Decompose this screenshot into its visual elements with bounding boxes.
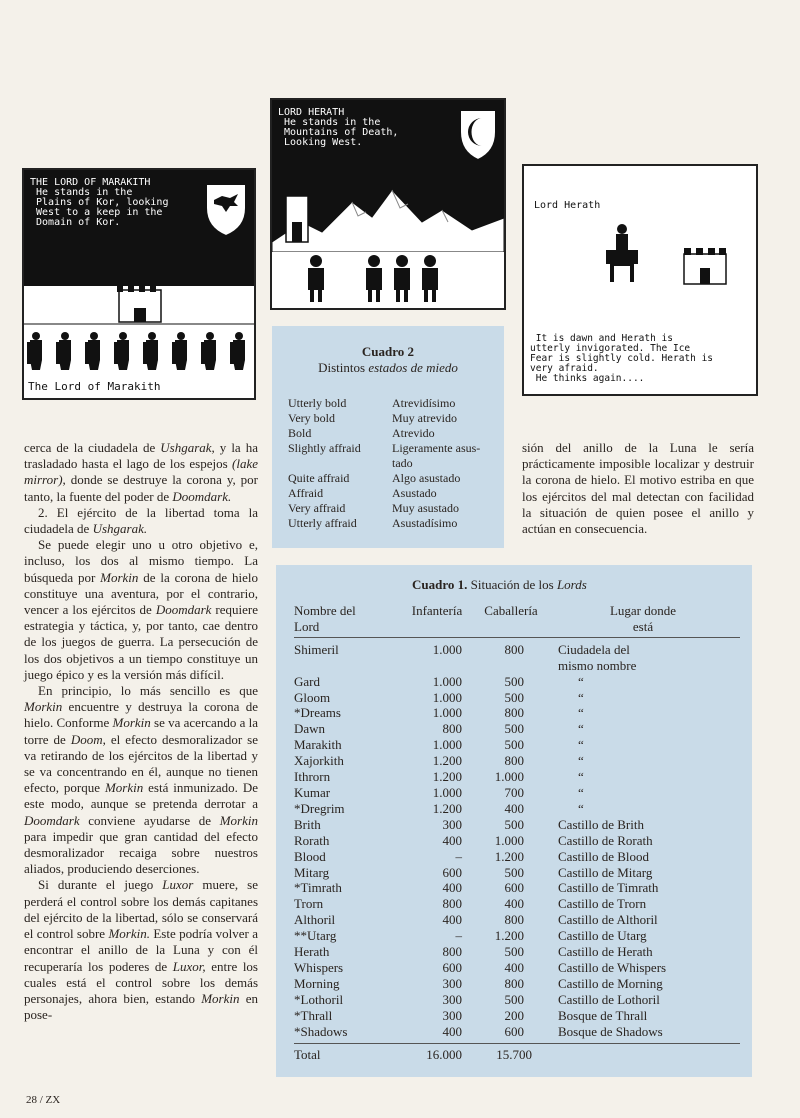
table-row bbox=[294, 960, 740, 976]
infanteria-value: 1.000 bbox=[432, 784, 462, 800]
lord-name: Dawn bbox=[294, 721, 326, 737]
table-row bbox=[294, 637, 740, 673]
caballeria-value: 400 bbox=[504, 959, 524, 975]
table-row bbox=[294, 785, 740, 801]
screen-text bbox=[30, 178, 168, 228]
table-row bbox=[294, 753, 740, 769]
table-row bbox=[294, 896, 740, 912]
moon-shield-icon bbox=[458, 108, 498, 162]
screen-text-line: It is dawn and Herath is bbox=[530, 333, 673, 344]
table-row bbox=[294, 976, 740, 992]
right-column-text: sión del anillo de la Luna le sería prácticamente imposible localizar y destruir la corona de hielo. El motivo estriba en que los ejércitos del mal detectan con facilidad la situación de quien posee el anillo y actúan en consecuencia. bbox=[522, 440, 754, 537]
caballeria-value: 600 bbox=[504, 1023, 524, 1039]
caballeria-value: 800 bbox=[504, 753, 524, 769]
infanteria-value: 800 bbox=[442, 721, 462, 737]
fear-state-english: Affraid bbox=[288, 486, 324, 500]
fear-state-english: Utterly bold bbox=[288, 396, 347, 410]
total-divider bbox=[294, 1043, 740, 1044]
total-caballeria: 15.700 bbox=[496, 1047, 532, 1062]
lugar-value: Castillo de Blood bbox=[558, 848, 649, 864]
fear-state-row bbox=[288, 396, 498, 411]
tower-icon bbox=[286, 196, 308, 242]
infanteria-value: 1.000 bbox=[432, 641, 462, 657]
screen-text-line: Mountains of Death, bbox=[278, 127, 399, 138]
keep-icon bbox=[682, 246, 728, 286]
caballeria-value: 500 bbox=[504, 673, 524, 689]
caballeria-value: 500 bbox=[504, 991, 524, 1007]
table-row bbox=[294, 817, 740, 833]
table-header-row bbox=[294, 603, 740, 637]
plains-scene bbox=[24, 268, 254, 380]
fear-state-spanish: Algo asustado bbox=[392, 471, 461, 485]
table-row bbox=[294, 690, 740, 706]
infanteria-value: 600 bbox=[442, 959, 462, 975]
left-column-text bbox=[24, 440, 258, 1023]
lord-name: Gloom bbox=[294, 689, 331, 705]
table-row bbox=[294, 801, 740, 817]
lord-name: Blood bbox=[294, 848, 326, 864]
infanteria-value: 300 bbox=[442, 816, 462, 832]
lugar-value: “ bbox=[578, 721, 584, 737]
mountain-scene bbox=[272, 182, 504, 308]
infanteria-value: 300 bbox=[442, 1007, 462, 1023]
table-row bbox=[294, 944, 740, 960]
caballeria-value: 400 bbox=[504, 896, 524, 912]
lord-name: Althoril bbox=[294, 912, 336, 928]
lord-name: *Timrath bbox=[294, 880, 342, 896]
header-nombre: Nombre del Lord bbox=[294, 603, 356, 634]
screen-text bbox=[278, 108, 398, 148]
fear-state-english: Bold bbox=[288, 426, 312, 440]
infanteria-value: 600 bbox=[442, 864, 462, 880]
caballeria-value: 500 bbox=[504, 816, 524, 832]
table-row bbox=[294, 1024, 740, 1040]
fear-state-english: Quite affraid bbox=[288, 471, 350, 485]
fear-state-spanish: Atrevidísimo bbox=[392, 396, 456, 410]
lord-name: *Lothoril bbox=[294, 991, 344, 1007]
lugar-value: “ bbox=[578, 737, 584, 753]
cuadro-1-box bbox=[276, 565, 752, 1077]
fear-state-english: Very bold bbox=[288, 411, 335, 425]
infanteria-value: – bbox=[455, 928, 462, 944]
body-paragraph: En principio, lo más sencillo es que Morkin encuentre y destruya la corona de hielo. Conforme Morkin se va acercando a la torre de Doom, el efecto desmoralizador se va retirando de los ejércitos de la libertad y se va concentrando en él, aunque no tienen efecto, porque Morkin está inmunizado. De este modo, aunque se pretenda derrotar a Doomdark conviene ayudarse de Morkin para impedir que gran cantidad del efecto desmoralizador recaiga sobre nuestros aliados, produciendo deserciones. bbox=[24, 683, 258, 877]
lugar-value: Castillo de Rorath bbox=[558, 832, 653, 848]
lord-name: Brith bbox=[294, 816, 321, 832]
infanteria-value: 800 bbox=[442, 944, 462, 960]
lugar-value: Castillo de Whispers bbox=[558, 959, 667, 975]
infanteria-value: 1.200 bbox=[432, 769, 462, 785]
screen-text-line: THE LORD OF MARAKITH bbox=[30, 177, 151, 188]
fear-state-spanish: Asustado bbox=[392, 486, 437, 500]
fear-state-row bbox=[288, 426, 498, 441]
dragon-shield-icon bbox=[204, 182, 248, 238]
caballeria-value: 1.000 bbox=[494, 832, 524, 848]
header-lugar: Lugar donde está bbox=[609, 603, 677, 634]
lord-name: Trorn bbox=[294, 896, 324, 912]
screen-text-line: West to a keep in the bbox=[30, 207, 163, 218]
lord-name: Gard bbox=[294, 673, 320, 689]
lord-name: *Dregrim bbox=[294, 800, 345, 816]
lord-name: Whispers bbox=[294, 959, 344, 975]
keep-icon bbox=[117, 286, 161, 322]
lugar-value: “ bbox=[578, 784, 584, 800]
table-row bbox=[294, 674, 740, 690]
screen-text-line: Looking West. bbox=[278, 137, 363, 148]
caballeria-value: 1.200 bbox=[494, 848, 524, 864]
screen-text-line: very afraid. bbox=[530, 363, 599, 374]
lugar-value: “ bbox=[578, 753, 584, 769]
fear-state-spanish: Muy atrevido bbox=[392, 411, 457, 425]
caballeria-value: 800 bbox=[504, 641, 524, 657]
caballeria-value: 600 bbox=[504, 880, 524, 896]
infanteria-value: – bbox=[455, 848, 462, 864]
screen-caption: The Lord of Marakith bbox=[28, 380, 161, 393]
lugar-value: Bosque de Shadows bbox=[558, 1023, 663, 1039]
caballeria-value: 200 bbox=[504, 1007, 524, 1023]
lugar-value: Bosque de Thrall bbox=[558, 1007, 648, 1023]
table-row bbox=[294, 928, 740, 944]
table-row bbox=[294, 737, 740, 753]
fear-state-row bbox=[288, 501, 498, 516]
total-infanteria: 16.000 bbox=[426, 1047, 462, 1062]
table-row bbox=[294, 1008, 740, 1024]
cuadro-2-box bbox=[272, 326, 504, 548]
table-row bbox=[294, 833, 740, 849]
table-row bbox=[294, 992, 740, 1008]
fear-state-row bbox=[288, 411, 498, 426]
screenshot-lord-herath-mountains bbox=[270, 98, 506, 310]
cuadro-2-title: Cuadro 2 bbox=[361, 344, 415, 359]
body-paragraph: Si durante el juego Luxor muere, se perderá el control sobre los demás capitanes del ejército de la libertad, sólo se conservará el control sobre Morkin. Este podría volver a encontrar el anillo de la Luna y con él recuperaría los poderes de Luxor, entre los cuales está el control sobre los demás personajes, ahora bien, estando Morkin en pose- bbox=[24, 877, 258, 1023]
infanteria-value: 400 bbox=[442, 912, 462, 928]
fear-state-spanish: Atrevido bbox=[392, 426, 435, 440]
lugar-value: Castillo de Herath bbox=[558, 944, 653, 960]
caballeria-value: 500 bbox=[504, 864, 524, 880]
total-label: Total bbox=[294, 1047, 321, 1062]
fear-state-english: Slightly affraid bbox=[288, 441, 361, 455]
infanteria-value: 800 bbox=[442, 896, 462, 912]
lord-name: Morning bbox=[294, 975, 340, 991]
caballeria-value: 1.200 bbox=[494, 928, 524, 944]
infanteria-value: 1.200 bbox=[432, 753, 462, 769]
screenshot-lord-herath-dawn bbox=[522, 164, 758, 396]
fear-state-row bbox=[288, 516, 498, 531]
infanteria-value: 400 bbox=[442, 832, 462, 848]
caballeria-value: 800 bbox=[504, 705, 524, 721]
caballeria-value: 1.000 bbox=[494, 769, 524, 785]
body-paragraph: cerca de la ciudadela de Ushgarak, y la ha trasladado hasta el lago de los espejos (lake mirror), donde se destruye la corona y, por tanto, la fuente del poder de Doomdark. bbox=[24, 440, 258, 504]
lugar-value: “ bbox=[578, 689, 584, 705]
lugar-value: Castillo de Morning bbox=[558, 975, 663, 991]
lord-name: Marakith bbox=[294, 737, 342, 753]
lugar-value: “ bbox=[578, 800, 584, 816]
screenshot-lord-of-marakith bbox=[22, 168, 256, 400]
infanteria-value: 400 bbox=[442, 880, 462, 896]
fear-state-spanish: Muy asustado bbox=[392, 501, 459, 515]
screen-text-line: Domain of Kor. bbox=[30, 217, 121, 228]
lord-name: *Dreams bbox=[294, 705, 341, 721]
table-row bbox=[294, 721, 740, 737]
fear-state-english: Utterly affraid bbox=[288, 516, 357, 530]
lord-name: *Shadows bbox=[294, 1023, 348, 1039]
lugar-value: “ bbox=[578, 769, 584, 785]
fear-states-table bbox=[288, 396, 498, 531]
infanteria-value: 1.000 bbox=[432, 673, 462, 689]
screen-text-line: utterly invigorated. The Ice bbox=[530, 343, 691, 354]
lord-name: Shimeril bbox=[294, 641, 339, 657]
caballeria-value: 500 bbox=[504, 737, 524, 753]
table-row bbox=[294, 865, 740, 881]
lord-name: Xajorkith bbox=[294, 753, 344, 769]
caballeria-value: 500 bbox=[504, 689, 524, 705]
caballeria-value: 500 bbox=[504, 944, 524, 960]
fear-state-row bbox=[288, 471, 498, 486]
fear-state-row bbox=[288, 441, 498, 471]
header-infanteria: Infantería bbox=[411, 603, 463, 618]
lugar-value: Castillo de Trorn bbox=[558, 896, 647, 912]
table-row bbox=[294, 880, 740, 896]
lord-name: **Utarg bbox=[294, 928, 337, 944]
cuadro-2-subtitle: Distintos estados de miedo bbox=[318, 360, 458, 375]
fear-state-spanish: Asustadísimo bbox=[392, 516, 458, 530]
infanteria-value: 300 bbox=[442, 991, 462, 1007]
fear-state-row bbox=[288, 486, 498, 501]
lord-name: Mitarg bbox=[294, 864, 330, 880]
lugar-value: Castillo de Brith bbox=[558, 816, 644, 832]
horse-rider-icon bbox=[604, 224, 640, 284]
lugar-value: Ciudadela del mismo nombre bbox=[558, 641, 637, 673]
body-paragraph: Se puede elegir uno u otro objetivo e, incluso, los dos al mismo tiempo. La búsqueda por Morkin de la corona de hielo constituye una aventura, por el contrario, vencer a los ejércitos de Doomdark requiere estrategia y táctica, y, por tanto, cae dentro de los juegos de guerra. La persecución de los dos objetivos a un tiempo constituye un juego épico y es la versión más difícil. bbox=[24, 537, 258, 682]
lord-name: Ithrorn bbox=[294, 769, 331, 785]
infanteria-value: 300 bbox=[442, 975, 462, 991]
lugar-value: Castillo de Timrath bbox=[558, 880, 659, 896]
lugar-value: “ bbox=[578, 673, 584, 689]
infanteria-value: 400 bbox=[442, 1023, 462, 1039]
caballeria-value: 700 bbox=[504, 784, 524, 800]
screen-text bbox=[530, 334, 713, 384]
infanteria-value: 1.000 bbox=[432, 737, 462, 753]
infanteria-value: 1.200 bbox=[432, 800, 462, 816]
screen-text-line: He stands in the bbox=[30, 187, 133, 198]
lugar-value: Castillo de Mitarg bbox=[558, 864, 653, 880]
caballeria-value: 800 bbox=[504, 975, 524, 991]
fear-state-spanish: Ligeramente asus- tado bbox=[392, 441, 481, 470]
lord-name: *Thrall bbox=[294, 1007, 333, 1023]
infanteria-value: 1.000 bbox=[432, 689, 462, 705]
screen-text-line: Plains of Kor, looking bbox=[30, 197, 169, 208]
body-paragraph: 2. El ejército de la libertad toma la ciudadela de Ushgarak. bbox=[24, 504, 258, 537]
lugar-value: “ bbox=[578, 705, 584, 721]
cuadro-1-title: Cuadro 1. Situación de los Lords bbox=[412, 577, 587, 592]
lord-name: Kumar bbox=[294, 784, 331, 800]
header-caballeria: Caballería bbox=[484, 603, 538, 618]
table-row bbox=[294, 769, 740, 785]
infanteria-value: 1.000 bbox=[432, 705, 462, 721]
table-row bbox=[294, 849, 740, 865]
lords-table bbox=[294, 603, 740, 1039]
lugar-value: Castillo de Lothoril bbox=[558, 991, 660, 1007]
screen-text-line: LORD HERATH bbox=[278, 107, 345, 118]
lord-name: Herath bbox=[294, 944, 330, 960]
screen-text-line: He stands in the bbox=[278, 117, 381, 128]
page-footer: 28 / ZX bbox=[26, 1094, 61, 1106]
total-row bbox=[294, 1047, 740, 1063]
table-row bbox=[294, 912, 740, 928]
fear-state-english: Very affraid bbox=[288, 501, 346, 515]
caballeria-value: 500 bbox=[504, 721, 524, 737]
screen-text-line: He thinks again.... bbox=[530, 373, 645, 384]
lugar-value: Castillo de Utarg bbox=[558, 928, 647, 944]
table-row bbox=[294, 705, 740, 721]
screen-title: Lord Herath bbox=[534, 200, 601, 211]
lord-name: Rorath bbox=[294, 832, 330, 848]
caballeria-value: 800 bbox=[504, 912, 524, 928]
screen-text-line: Fear is slightly cold. Herath is bbox=[530, 353, 714, 364]
lugar-value: Castillo de Althoril bbox=[558, 912, 658, 928]
caballeria-value: 400 bbox=[504, 800, 524, 816]
